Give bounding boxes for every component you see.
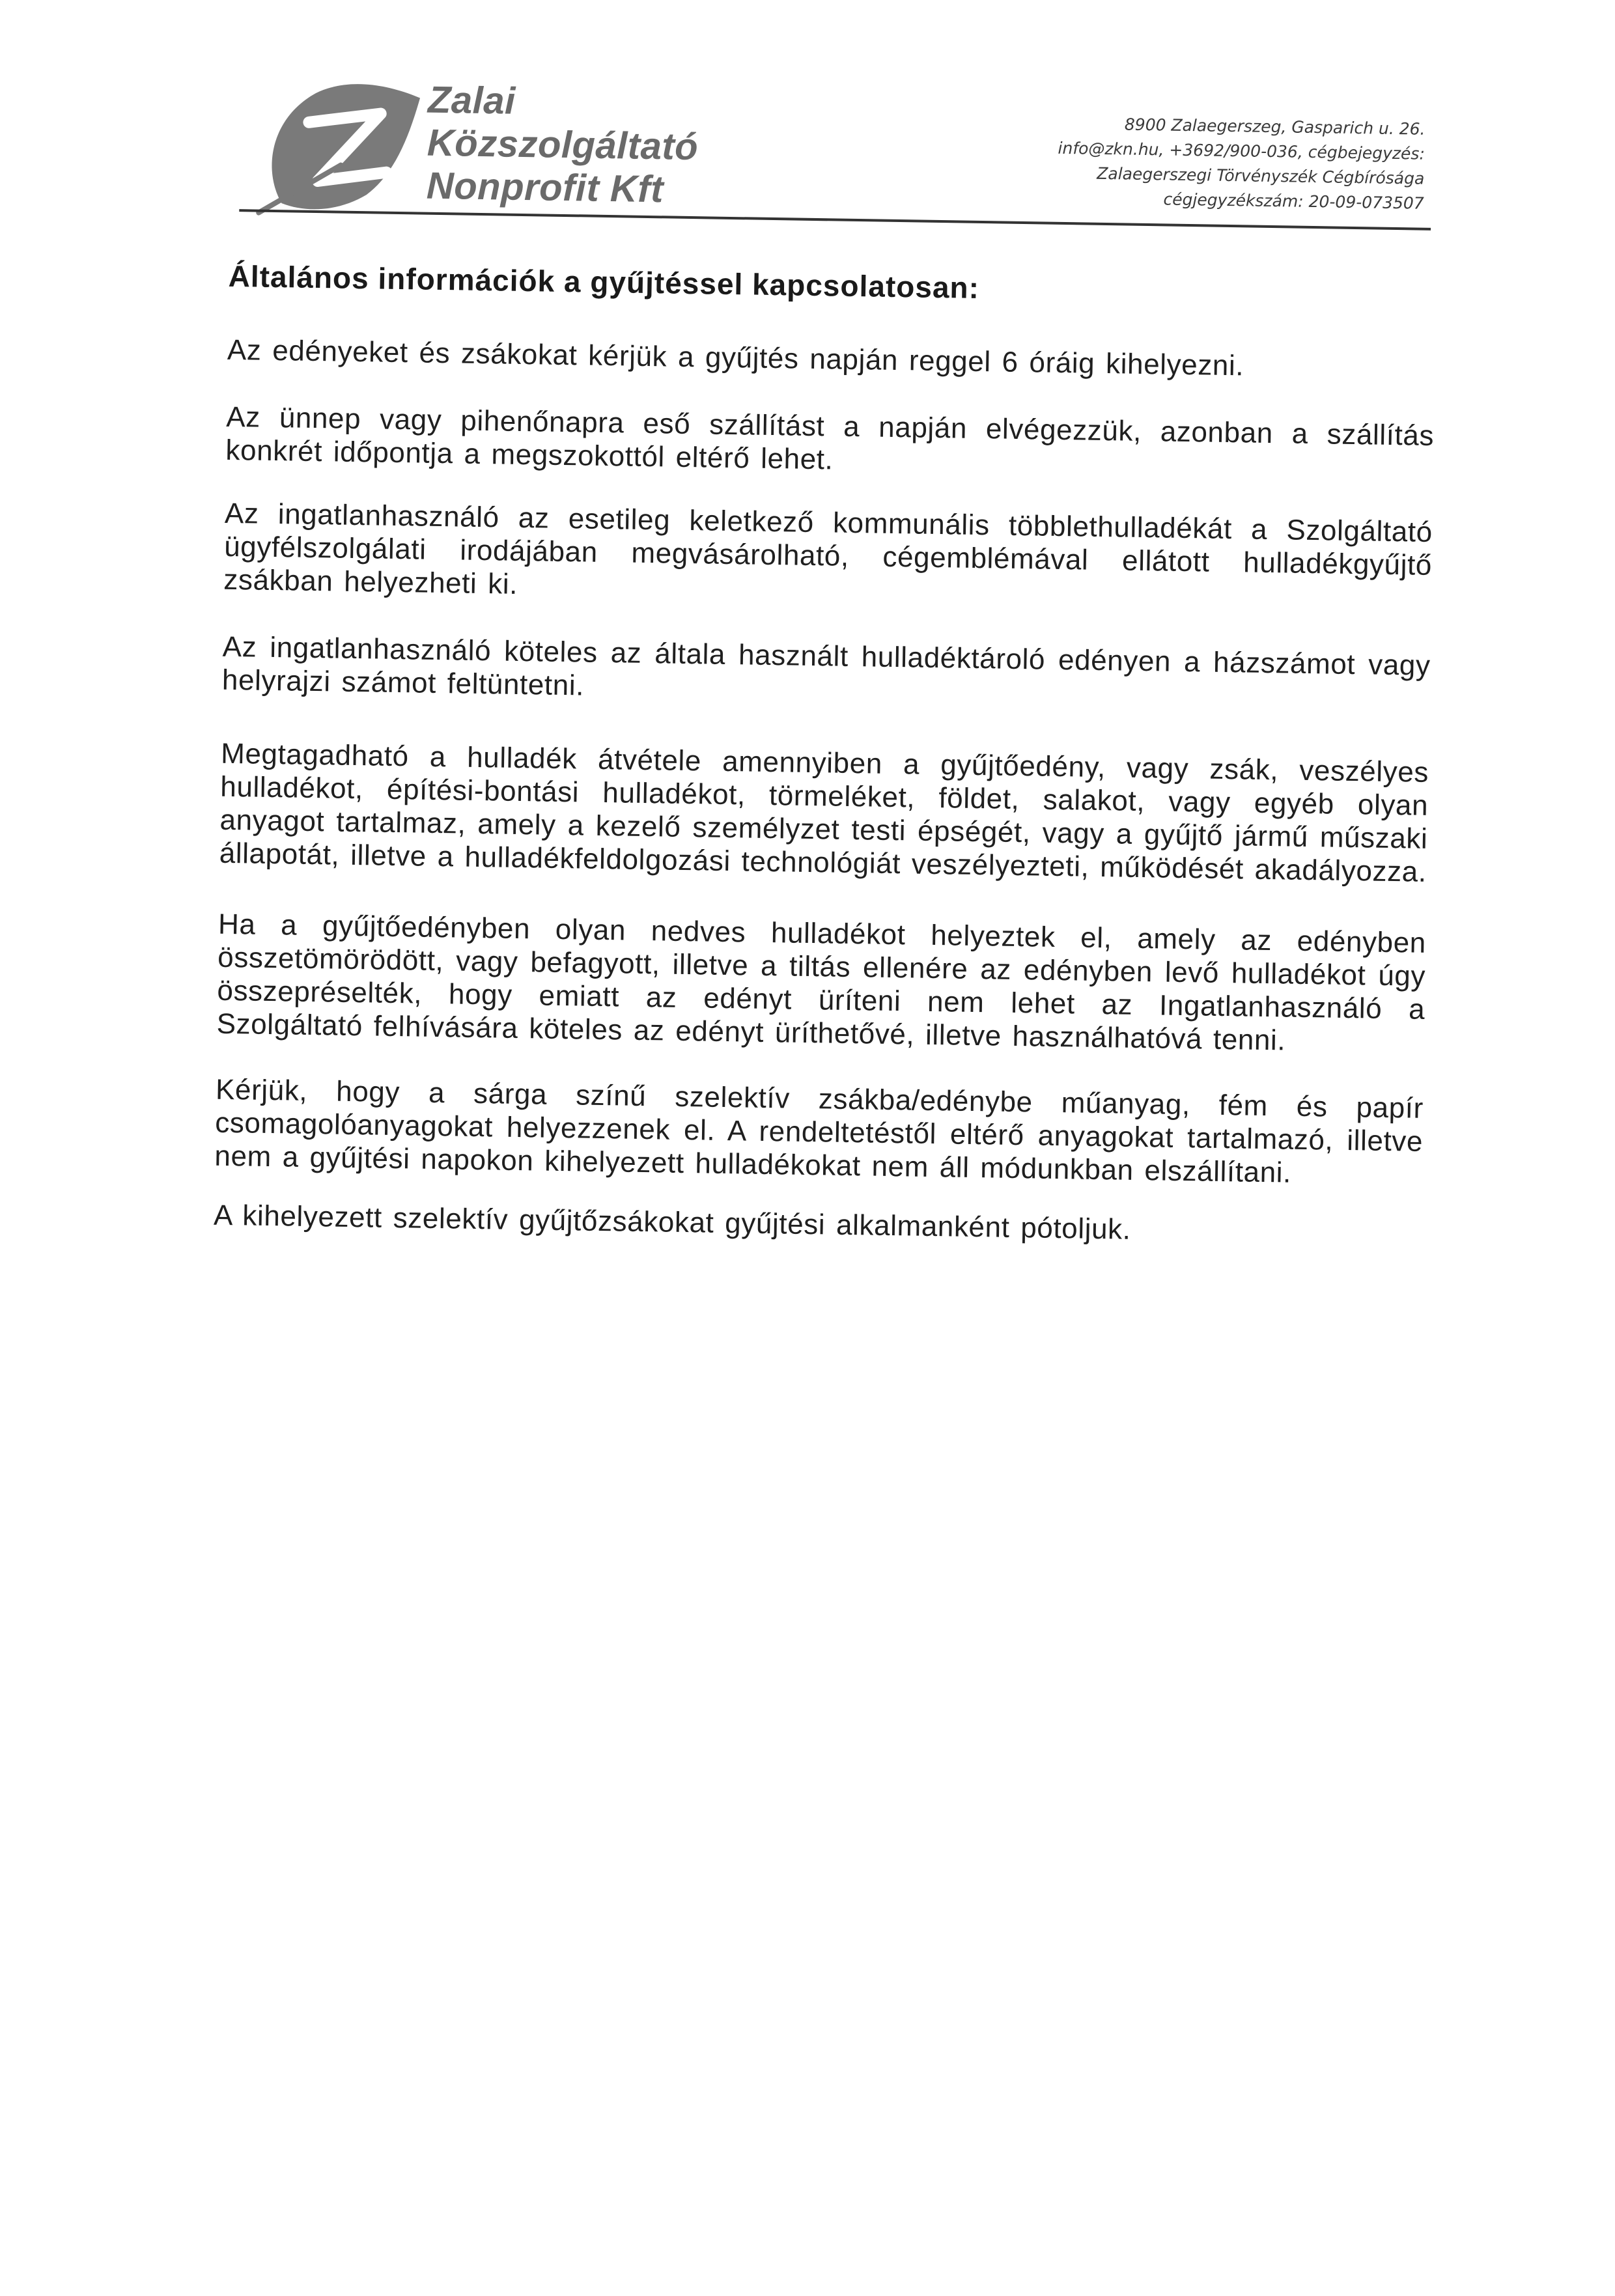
paragraph: A kihelyezett szelektív gyűjtőzsákokat gyűjtési alkalmanként pótoljuk.: [213, 1199, 1131, 1246]
paragraph: Az ingatlanhasználó köteles az általa használt hulladéktároló edényen a házszámot vagy helyrajzi számot feltüntetni.: [221, 630, 1431, 702]
paragraph: Az ingatlanhasználó az esetileg keletkező kommunális többlethulladékát a Szolgáltató ügyfélszolgálati irodájában megvásárolható, cégemblémával ellátott hulladékgyűjtő zsákban helyezheti ki.: [223, 497, 1433, 600]
address-line: cégjegyzékszám: 20-09-073507: [1163, 189, 1424, 213]
address-line: 8900 Zalaegerszeg, Gasparich u. 26.: [1124, 115, 1425, 139]
company-name: [426, 79, 699, 212]
company-name-line: Nonprofit Kft: [426, 164, 664, 211]
paragraph: Az ünnep vagy pihenőnapra eső szállítást a napján elvégezzük, azonban a szállítás konkrét időpontja a megszokottól eltérő lehet.: [225, 400, 1435, 476]
letterhead: [14, 0, 1615, 287]
document-title: Általános információk a gyűjtéssel kapcsolatosan:: [228, 259, 980, 305]
company-name-line: Zalai: [427, 78, 516, 122]
paragraph: Az edényeket és zsákokat kérjük a gyűjtés napján reggel 6 óráig kihelyezni.: [227, 333, 1244, 382]
document-body: [213, 258, 1437, 1281]
paragraph: Kérjük, hogy a sárga színű szelektív zsákba/edénybe műanyag, fém és papír csomagolóanyagokat helyezzenek el. A rendeltetéstől eltérő anyagokat tartalmazó, illetve nem a gyűjtési napokon kihelyezett hulladékokat nem áll módunkban elszállítani.: [214, 1073, 1424, 1189]
paragraph: Megtagadható a hulladék átvétele amennyiben a gyűjtőedény, vagy zsák, veszélyes hulladékot, építési-bontási hulladékot, törmeléket, földet, salakot, vagy egyéb olyan anyagot tartalmaz, amely a kezelő személyzet testi épségét, vagy a gyűjtő jármű műszaki állapotát, illetve a hulladékfeldolgozási technológiát veszélyezteti, működését akadályozza.: [219, 737, 1429, 888]
address-line: Zalaegerszegi Törvényszék Cégbírósága: [1097, 163, 1425, 188]
zkn-z-emblem-icon: [255, 73, 433, 219]
company-name-line: Közszolgáltató: [427, 121, 699, 169]
company-address: [1057, 111, 1425, 216]
paragraph: Ha a gyűjtőedényben olyan nedves hulladékot helyeztek el, amely az edényben összetömörödött, vagy befagyott, illetve a tiltás ellenére az edényben levő hulladékot úgy összepréselték, hogy emiatt az edényt üríteni nem lehet az Ingatlanhasználó a Szolgáltató felhívására köteles az edényt üríthetővé, illetve használhatóvá tenni.: [216, 908, 1427, 1057]
address-line: info@zkn.hu, +3692/900-036, cégbejegyzés:: [1058, 138, 1425, 163]
